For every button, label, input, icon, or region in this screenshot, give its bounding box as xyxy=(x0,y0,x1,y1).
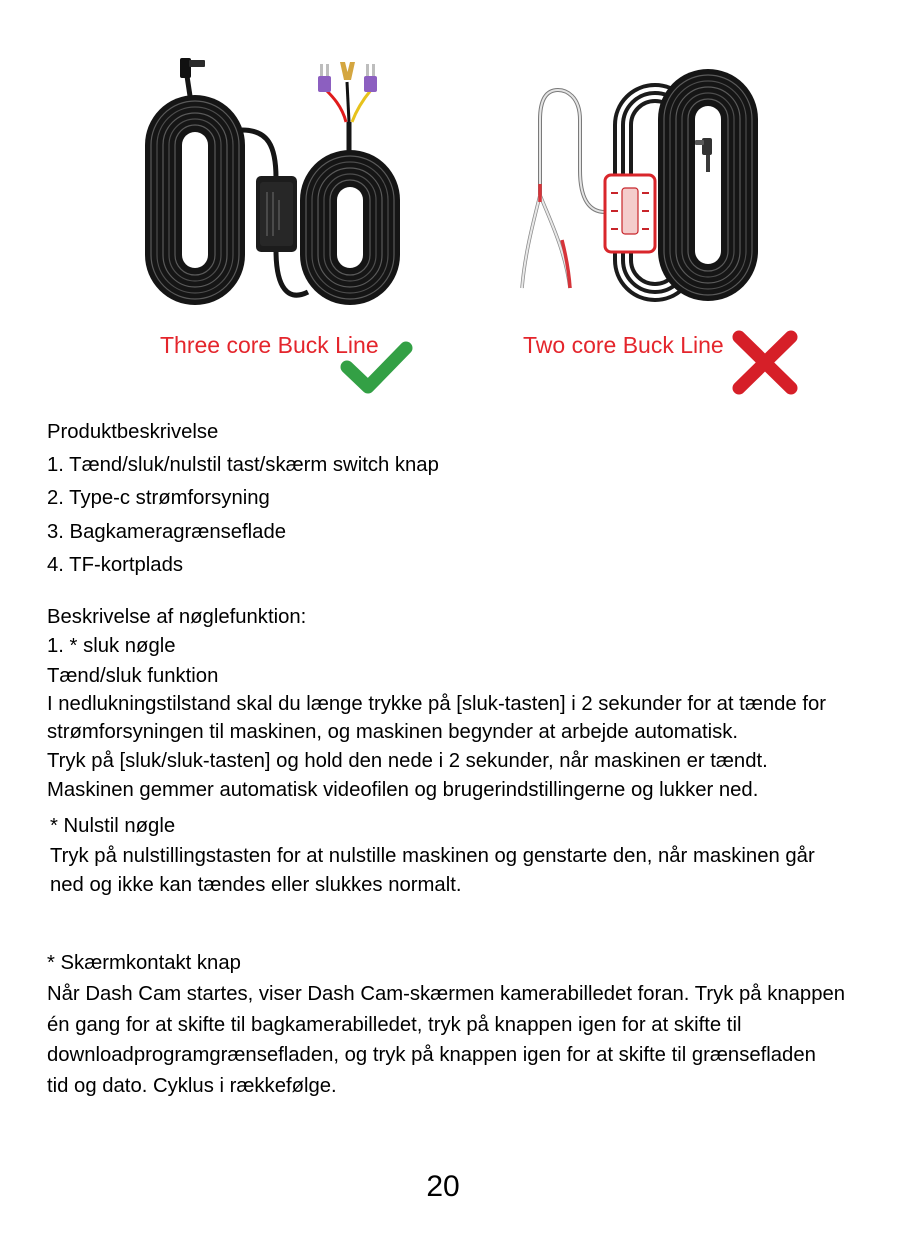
two-core-cable-image xyxy=(510,60,770,315)
left-cable-coil xyxy=(145,95,245,305)
section-heading: Produktbeskrivelse xyxy=(47,421,219,443)
list-item: 1. Tænd/sluk/nulstil tast/skærm switch knap xyxy=(47,454,439,476)
paragraph-line: Tryk på [sluk/sluk-tasten] og hold den nede i 2 sekunder, når maskinen er tændt. xyxy=(47,750,768,772)
paragraph-line: downloadprogramgrænsefladen, og tryk på knappen igen for at skifte til grænsefladen xyxy=(47,1044,816,1066)
buck-converter-box xyxy=(256,176,297,252)
cross-icon xyxy=(730,328,800,396)
paragraph-line: strømforsyningen til maskinen, og maskinen begynder at arbejde automatisk. xyxy=(47,721,739,743)
paragraph-line: ned og ikke kan tændes eller slukkes normalt. xyxy=(50,874,462,896)
power-key-title: 1. * sluk nøgle xyxy=(47,635,176,657)
paragraph-line: tid og dato. Cyklus i rækkefølge. xyxy=(47,1075,337,1097)
usb-connector xyxy=(180,58,205,96)
list-item: 3. Bagkameragrænseflade xyxy=(47,521,287,543)
buck-converter-box xyxy=(605,175,655,252)
list-item: 4. TF-kortplads xyxy=(47,554,184,576)
large-cable-coil xyxy=(658,69,758,301)
reset-key-title: * Nulstil nøgle xyxy=(50,815,176,837)
three-core-caption: Three core Buck Line xyxy=(160,332,379,358)
checkmark-icon xyxy=(335,335,415,400)
fuse-wires xyxy=(318,62,377,152)
right-cable-coil xyxy=(300,150,400,305)
page-number: 20 xyxy=(426,1170,460,1203)
paragraph-line: I nedlukningstilstand skal du længe trykke på [sluk-tasten] i 2 sekunder for at tænde for xyxy=(47,693,826,715)
paragraph-line: Tryk på nulstillingstasten for at nulstille maskinen og genstarte den, når maskinen går xyxy=(50,845,815,867)
two-core-caption: Two core Buck Line xyxy=(523,332,724,358)
split-wires xyxy=(522,90,605,288)
screen-key-title: * Skærmkontakt knap xyxy=(47,952,241,974)
paragraph-line: én gang for at skifte til bagkamerabilledet, tryk på knappen igen for at skifte til xyxy=(47,1014,742,1036)
section-heading: Beskrivelse af nøglefunktion: xyxy=(47,606,307,628)
three-core-cable-image xyxy=(130,50,420,325)
paragraph-line: Når Dash Cam startes, viser Dash Cam-skærmen kamerabilledet foran. Tryk på knappen xyxy=(47,983,846,1005)
list-item: 2. Type-c strømforsyning xyxy=(47,487,270,509)
power-key-subtitle: Tænd/sluk funktion xyxy=(47,665,219,687)
paragraph-line: Maskinen gemmer automatisk videofilen og brugerindstillingerne og lukker ned. xyxy=(47,779,759,801)
